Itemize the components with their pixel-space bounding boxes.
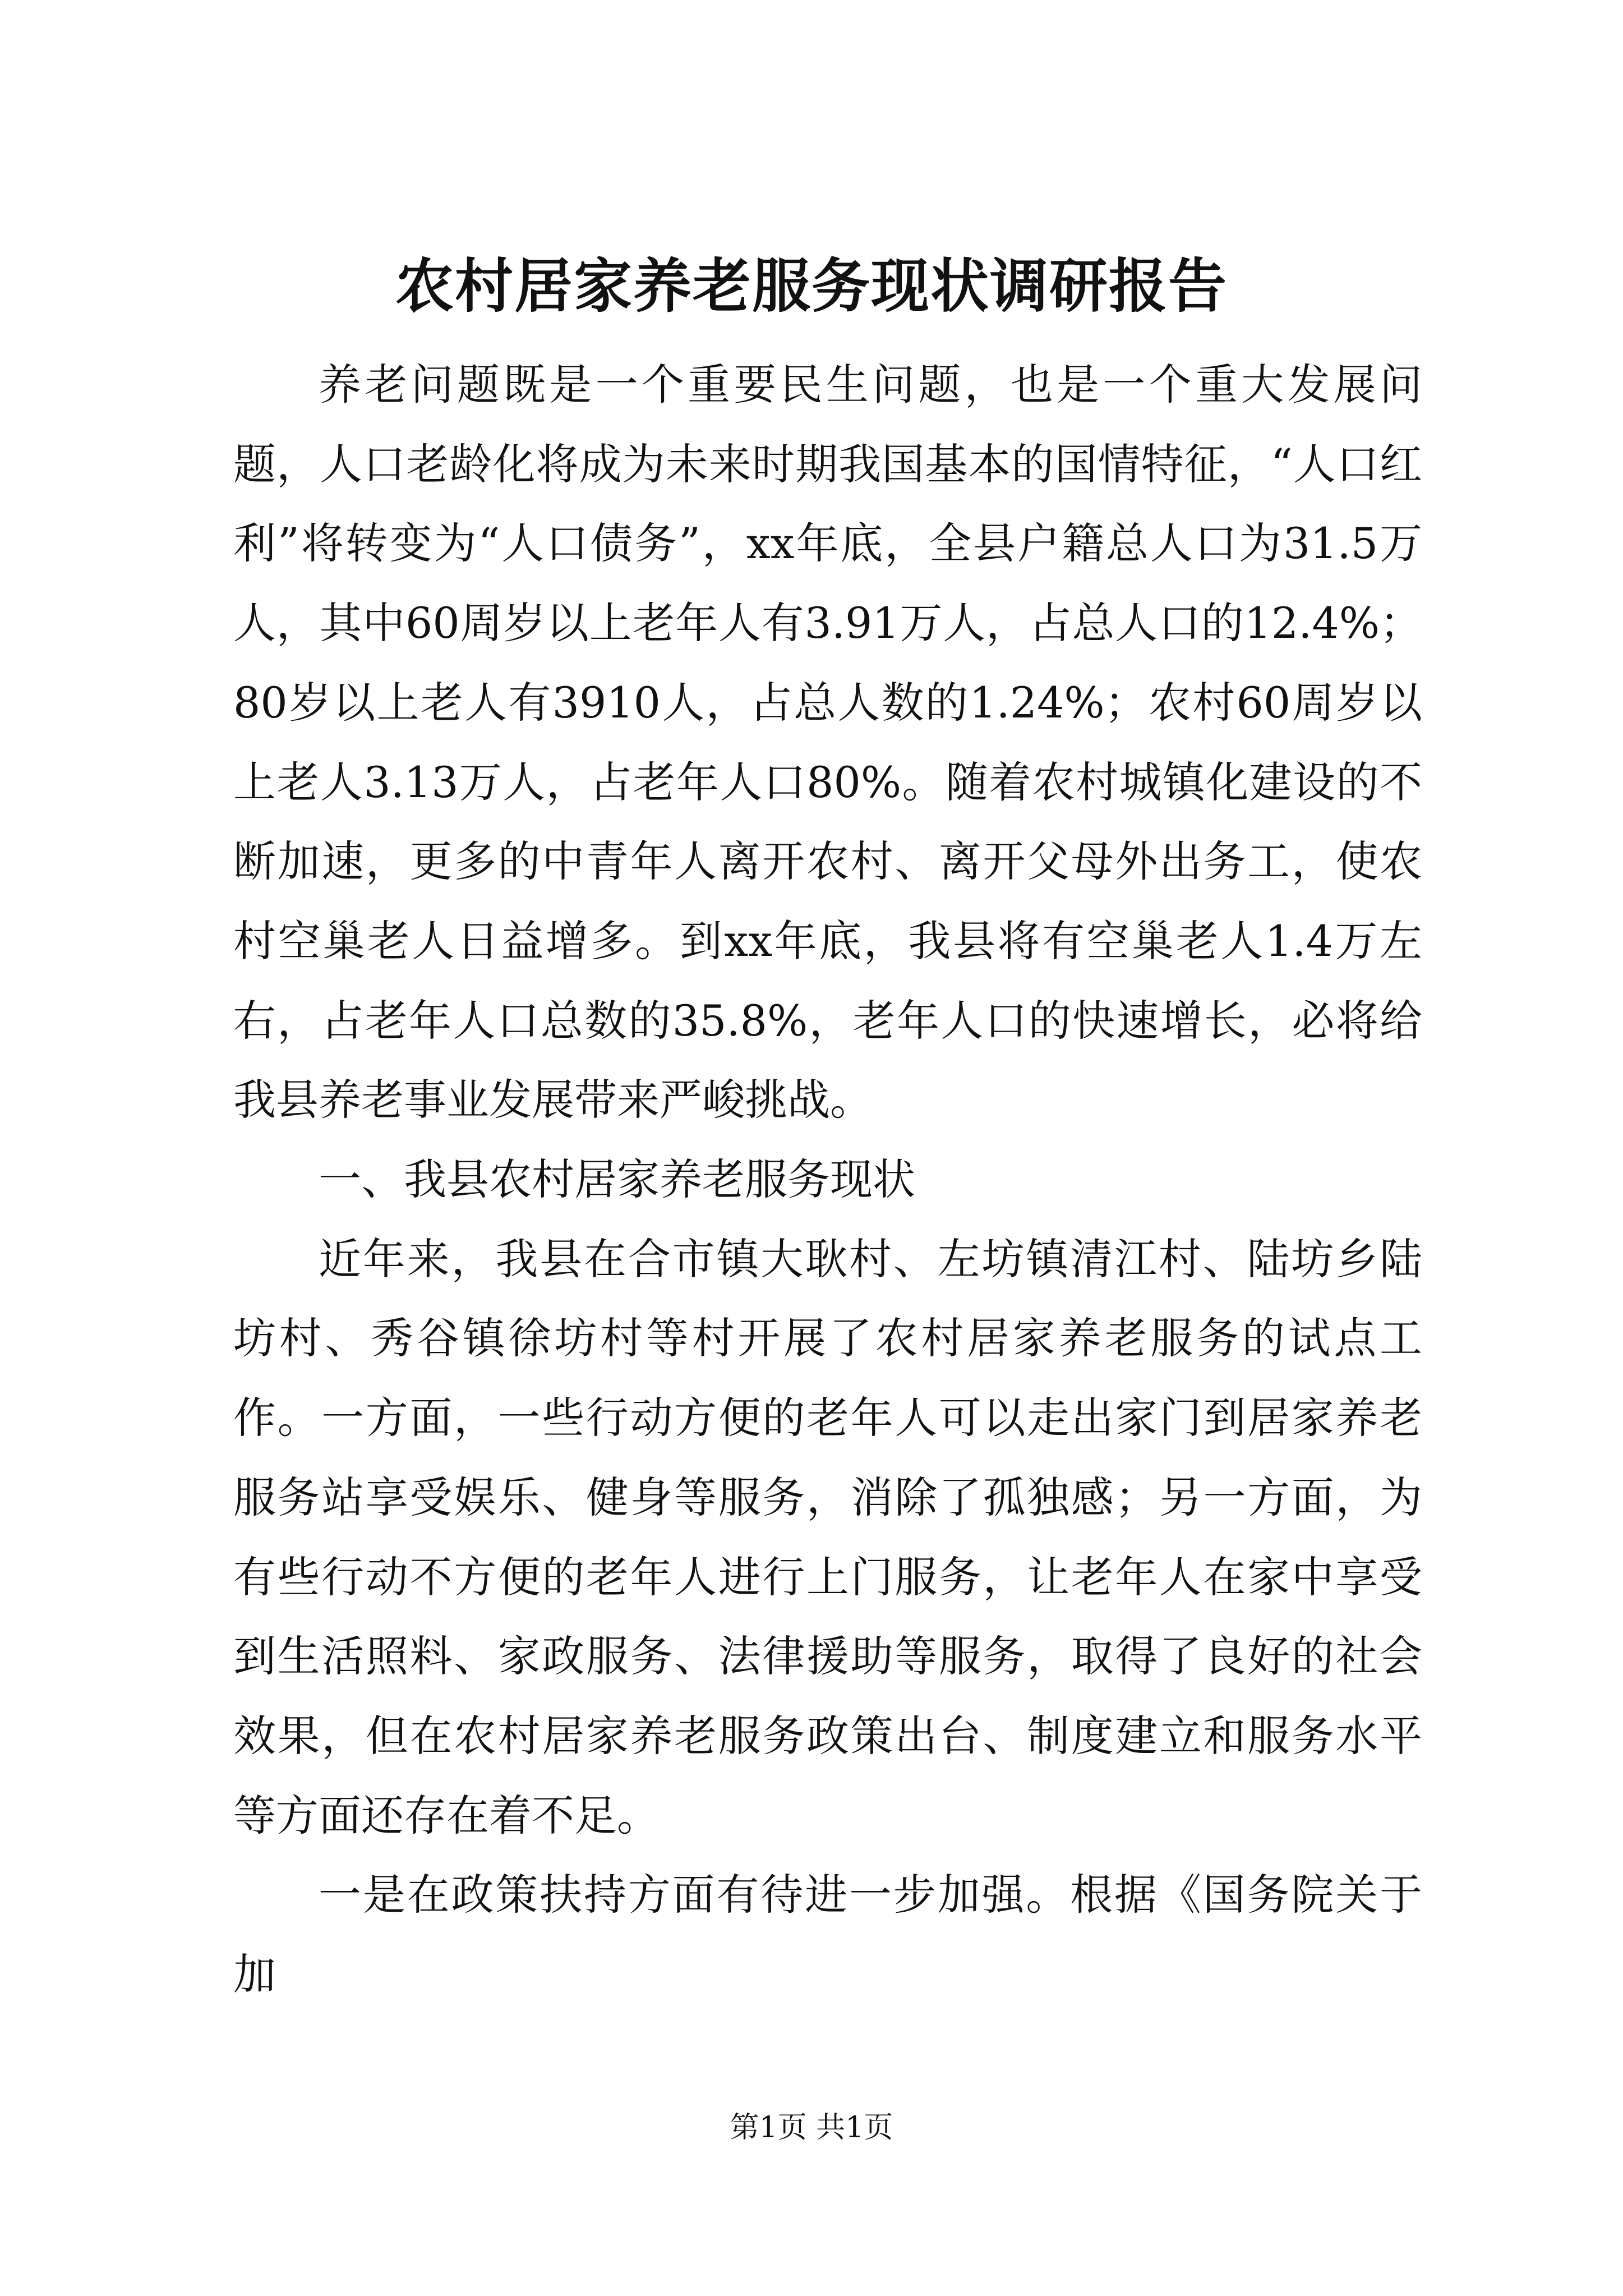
paragraph-intro: 养老问题既是一个重要民生问题，也是一个重大发展问题，人口老龄化将成为未来时期我国基本的国情特征，“人口红利”将转变为“人口债务”，xx年底，全县户籍总人口为31.5万人，其中60周岁以上老年人有3.91万人，占总人口的12.4%；80岁以上老人有3910人，占总人数的1.24%；农村60周岁以上老人3.13万人，占老年人口80%。随着农村城镇化建设的不断加速，更多的中青年人离开农村、离开父母外出务工，使农村空巢老人日益增多。到xx年底，我县将有空巢老人1.4万左右，占老年人口总数的35.8%，老年人口的快速增长，必将给我县养老事业发展带来严峻挑战。 xyxy=(233,360,1422,1125)
section-heading: 一、我县农村居家养老服务现状 xyxy=(319,1154,915,1205)
page-number-footer: 第1页 共1页 xyxy=(730,2111,893,2145)
paragraph-policy-support: 一是在政策扶持方面有待进一步加强。根据《国务院关于加 xyxy=(233,1870,1422,2000)
document-body xyxy=(233,345,1422,2014)
document-title: 农村居家养老服务现状调研报告 xyxy=(395,251,1228,320)
paragraph-pilot-work: 近年来，我县在合市镇大耿村、左坊镇清江村、陆坊乡陆坊村、秀谷镇徐坊村等村开展了农村居家养老服务的试点工作。一方面，一些行动方便的老年人可以走出家门到居家养老服务站享受娱乐、健身等服务，消除了孤独感；另一方面，为有些行动不方便的老年人进行上门服务，让老年人在家中享受到生活照料、家政服务、法律援助等服务，取得了良好的社会效果，但在农村居家养老服务政策出台、制度建立和服务水平等方面还存在着不足。 xyxy=(233,1234,1422,1841)
